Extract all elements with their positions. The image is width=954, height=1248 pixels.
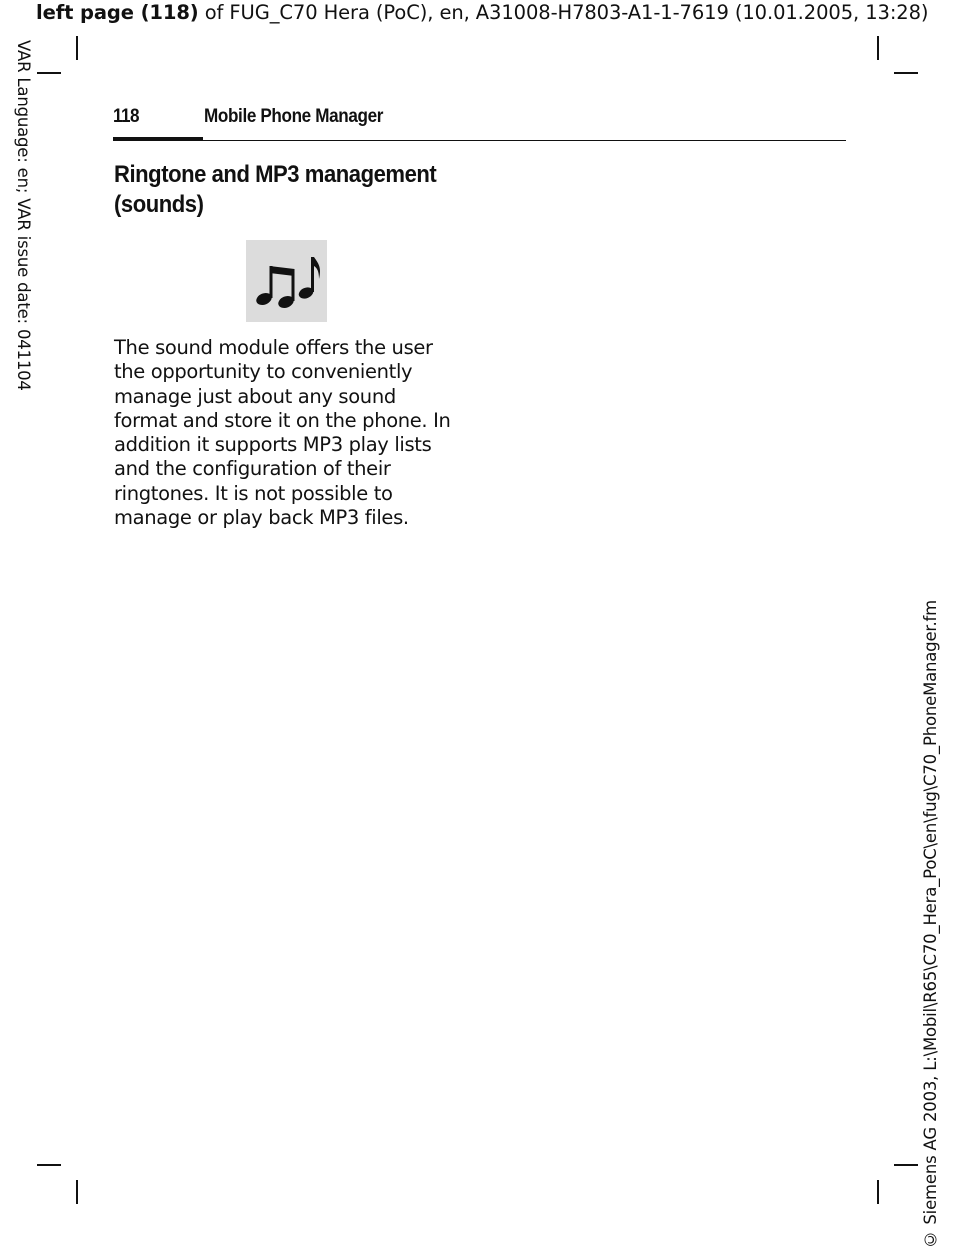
section-title: Mobile Phone Manager: [204, 106, 384, 127]
language-issue-note: VAR Language: en; VAR issue date: 041104: [14, 40, 33, 391]
page-number: 118: [113, 106, 139, 127]
crop-mark: [37, 1164, 61, 1166]
crop-mark: [894, 72, 918, 74]
header-rule: [203, 140, 846, 141]
crop-mark: [76, 1180, 78, 1204]
crop-mark: [76, 36, 78, 60]
page-header: [113, 106, 846, 142]
crop-mark: [37, 72, 61, 74]
crop-mark: [877, 1180, 879, 1204]
copyright-path-note: © Siemens AG 2003, L:\Mobil\R65\C70_Hera_PoC\en\fug\C70_PhoneManager.fm: [921, 599, 940, 1248]
header-rule-thick: [113, 137, 203, 141]
print-metadata-page: left page (118): [36, 1, 199, 24]
print-metadata-details: of FUG_C70 Hera (PoC), en, A31008-H7803-A1-1-7619 (10.01.2005, 13:28): [198, 1, 929, 24]
print-metadata: [36, 0, 928, 26]
title-line-1: Ringtone and MP3 management: [114, 161, 437, 188]
crop-mark: [894, 1164, 918, 1166]
crop-mark: [877, 36, 879, 60]
music-notes-icon: [246, 240, 327, 322]
page-title: [114, 160, 474, 220]
title-line-2: (sounds): [114, 191, 204, 218]
body-paragraph: The sound module offers the user the opportunity to conveniently manage just about any sound format and store it on the phone. In addition it supports MP3 play lists and the configuration of their ringtones. It is not possible to manage or play back MP3 files.: [114, 336, 451, 530]
